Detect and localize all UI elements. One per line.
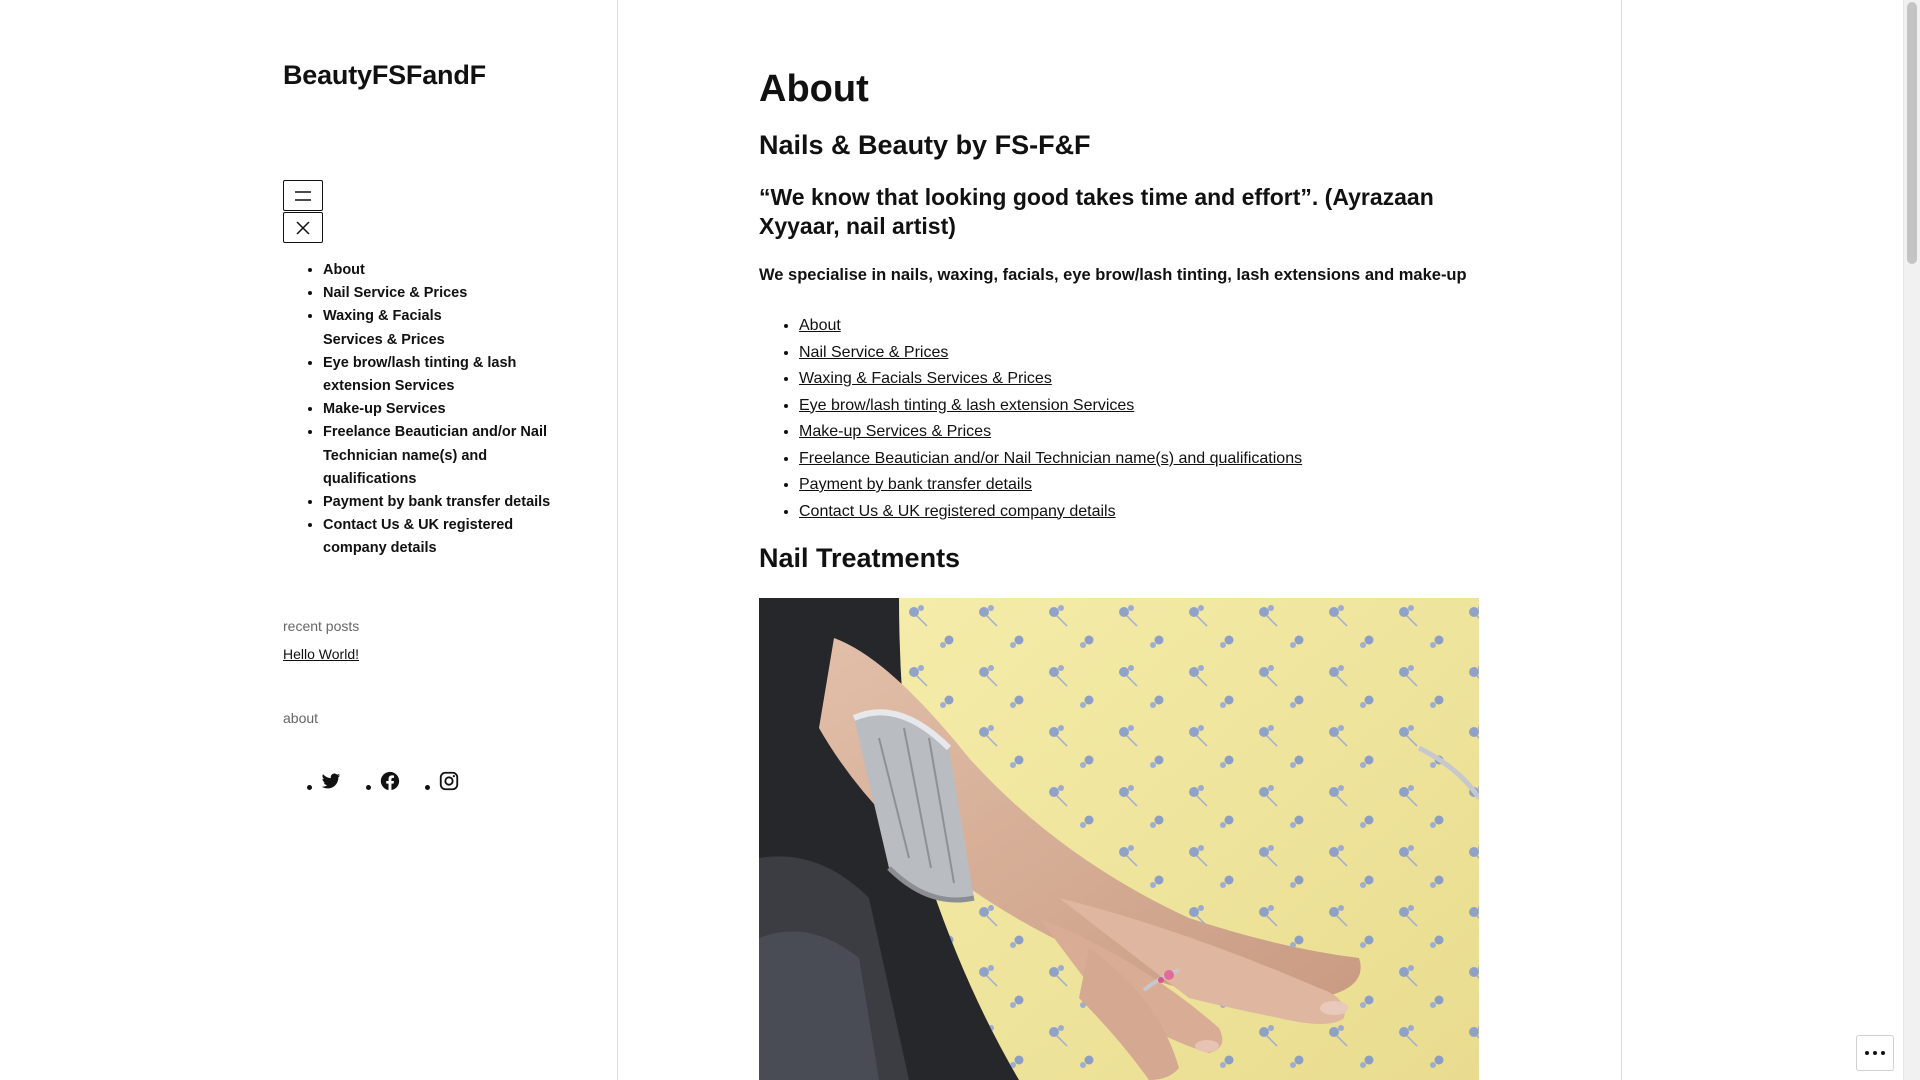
content-link-nail-service[interactable]: Nail Service & Prices <box>799 343 949 361</box>
content-divider <box>1621 0 1622 1080</box>
nail-treatments-heading: Nail Treatments <box>759 543 961 573</box>
list-item <box>799 499 1302 526</box>
content-link-freelance[interactable]: Freelance Beautician and/or Nail Technician name(s) and qualifications <box>799 449 1303 467</box>
content-link-contact[interactable]: Contact Us & UK registered company details <box>799 502 1116 520</box>
sidebar-item-freelance[interactable]: • Freelance Beautician and/or Nail Technician name(s) and qualifications <box>323 421 551 491</box>
list-item <box>799 340 1302 367</box>
sidebar-divider <box>617 0 618 1080</box>
content-link-payment[interactable]: Payment by bank transfer details <box>799 476 1033 493</box>
list-item <box>799 393 1302 420</box>
page-title: About <box>759 68 869 110</box>
more-options-button[interactable] <box>1856 1035 1894 1071</box>
sidebar-item-contact[interactable]: • Contact Us & UK registered company details <box>323 514 523 560</box>
content-nav-list <box>759 313 1302 525</box>
sidebar-item-nail-service[interactable]: • Nail Service & Prices <box>323 282 593 305</box>
facebook-icon[interactable] <box>379 770 401 792</box>
content-link-makeup[interactable]: Make-up Services & Prices <box>799 423 992 440</box>
list-item <box>799 472 1302 499</box>
instagram-icon[interactable] <box>438 770 460 792</box>
open-menu-button[interactable] <box>283 180 323 211</box>
sidebar-item-about[interactable]: • About <box>323 259 593 282</box>
content-link-waxing-facials[interactable]: Waxing & Facials Services & Prices <box>799 370 1052 387</box>
content-link-eyebrow-lash[interactable]: Eye brow/lash tinting & lash extension Services <box>799 396 1135 414</box>
nail-treatment-photo <box>759 598 1479 1080</box>
sidebar-nav <box>283 259 593 561</box>
list-item <box>799 419 1302 446</box>
speciality-text: We specialise in nails, waxing, facials, eye brow/lash tinting, lash extensions and make-up <box>759 266 1467 284</box>
more-dots-icon <box>1865 1051 1869 1055</box>
list-bullet <box>366 785 371 790</box>
recent-post-link[interactable]: Hello World! <box>283 646 359 662</box>
page-scrollbar[interactable] <box>1903 0 1920 1080</box>
sidebar-item-waxing-facials[interactable]: • Waxing & Facials Services & Prices <box>323 305 503 351</box>
quote-heading: “We know that looking good takes time and effort”. (Ayrazaan Xyyaar, nail artist) <box>759 184 1434 239</box>
sidebar-item-makeup[interactable]: • Make-up Services <box>323 398 593 421</box>
close-menu-button[interactable] <box>283 212 323 243</box>
content-link-about[interactable]: About <box>799 317 841 334</box>
menu-icon <box>294 190 312 202</box>
twitter-icon[interactable] <box>320 770 342 792</box>
social-links <box>283 770 460 792</box>
sidebar-item-payment[interactable]: • Payment by bank transfer details <box>323 491 593 514</box>
list-bullet <box>425 785 430 790</box>
scrollbar-thumb[interactable] <box>1907 2 1917 264</box>
list-item <box>799 366 1302 393</box>
sidebar <box>0 0 617 1080</box>
site-title[interactable]: BeautyFSFandF <box>283 60 486 90</box>
list-item <box>799 446 1302 473</box>
list-bullet <box>307 785 312 790</box>
brand-heading: Nails & Beauty by FS-F&F <box>759 130 1091 160</box>
about-widget-heading: about <box>283 710 319 726</box>
recent-posts-heading: recent posts <box>283 618 360 634</box>
sidebar-item-eyebrow-lash[interactable]: • Eye brow/lash tinting & lash extension Services <box>323 352 523 398</box>
close-icon <box>295 220 311 236</box>
list-item <box>799 313 1302 340</box>
